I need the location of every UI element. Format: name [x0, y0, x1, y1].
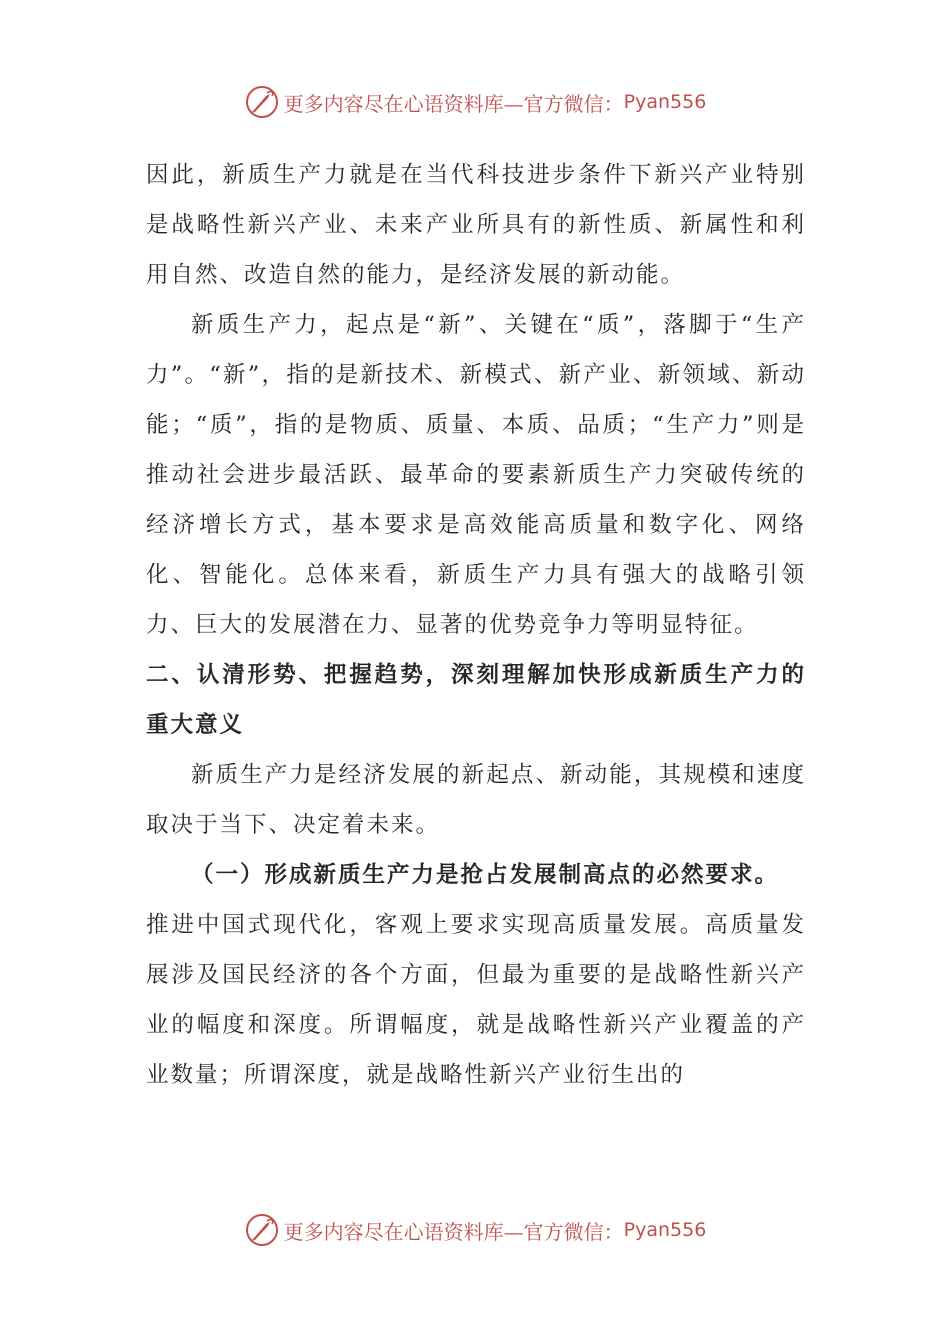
pen-nib-logo-icon	[244, 1212, 280, 1248]
paragraph-1: 因此，新质生产力就是在当代科技进步条件下新兴产业特别是战略性新兴产业、未来产业所具有的新性质、新属性和利用自然、改造自然的能力，是经济发展的新动能。	[146, 162, 806, 288]
footer-promo-text: 更多内容尽在心语资料库—官方微信：	[283, 1219, 624, 1244]
paragraph-3: 新质生产力是经济发展的新起点、新动能，其规模和速度取决于当下、决定着未来。	[146, 762, 806, 838]
header-wechat-id: Pyan556	[623, 91, 707, 113]
header-promo-text: 更多内容尽在心语资料库—官方微信：	[283, 91, 624, 116]
paragraph-4: 推进中国式现代化，客观上要求实现高质量发展。高质量发展涉及国民经济的各个方面，但最为重要的是战略性新兴产业的幅度和深度。所谓幅度，就是战略性新兴产业覆盖的产业数量；所谓深度，就是战略性新兴产业衍生出的	[146, 912, 806, 1088]
paragraph-2: 新质生产力，起点是“新”、关键在“质”，落脚于“生产力”。“新”，指的是新技术、新模式、新产业、新领域、新动能；“质”，指的是物质、质量、本质、品质；“生产力”则是推动社会进步最活跃、最革命的要素新质生产力突破传统的经济增长方式，基本要求是高效能高质量和数字化、网络化、智能化。总体来看，新质生产力具有强大的战略引领力、巨大的发展潜在力、显著的优势竞争力等明显特征。	[146, 312, 806, 638]
footer-wechat-id: Pyan556	[623, 1219, 707, 1241]
subsection-heading-1: （一）形成新质生产力是抢占发展制高点的必然要求。	[191, 862, 780, 888]
section-heading-2: 二、认清形势、把握趋势，深刻理解加快形成新质生产力的重大意义	[146, 662, 806, 738]
header-banner	[0, 82, 950, 122]
pen-nib-logo-icon	[244, 84, 280, 120]
footer-banner	[0, 1210, 950, 1250]
document-body	[146, 150, 806, 1100]
